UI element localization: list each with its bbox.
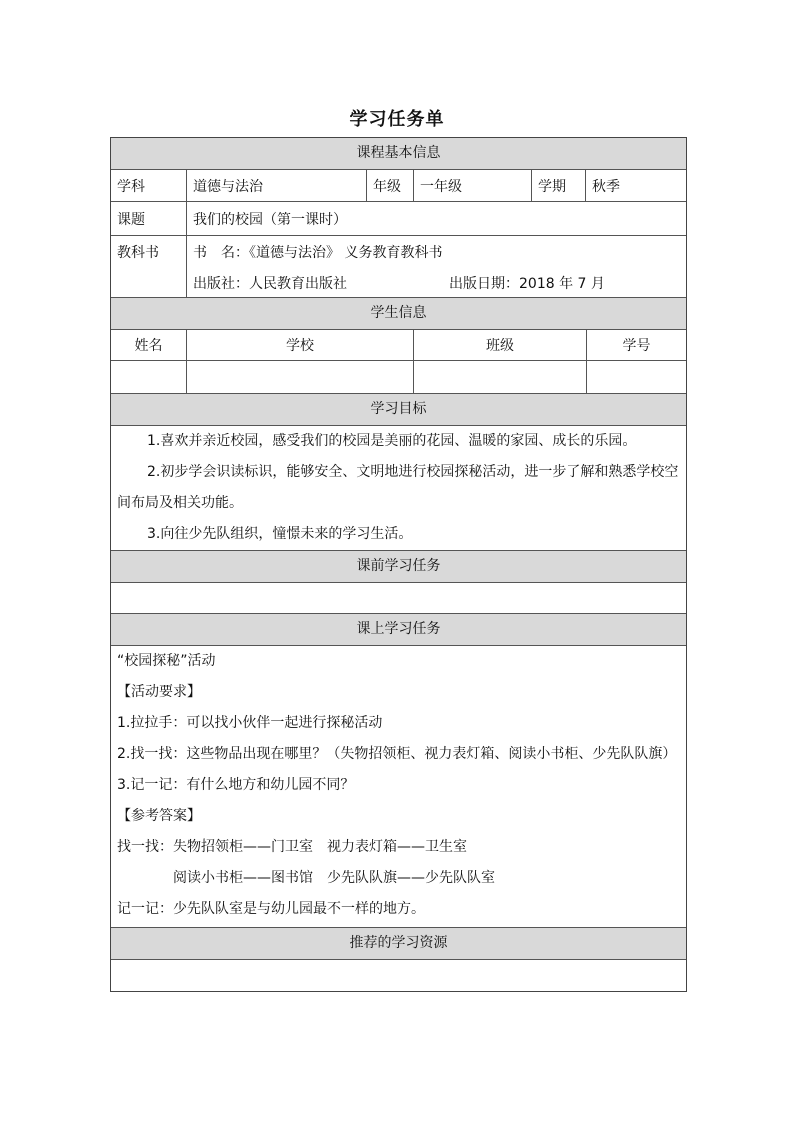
topic-row: [111, 202, 686, 236]
requirements-header: 【活动要求】: [117, 684, 201, 700]
student-name-header: 姓名: [111, 330, 187, 360]
topic-value: 我们的校园（第一课时）: [193, 211, 347, 228]
student-school-field[interactable]: [187, 361, 414, 393]
answers-header: 【参考答案】: [117, 808, 201, 824]
objective-3: 3.向往少先队组织，憧憬未来的学习生活。: [147, 526, 413, 542]
answer-3: 记一记：少先队队室是与幼儿园最不一样的地方。: [117, 901, 425, 917]
objectives-block: [111, 426, 686, 551]
page-title: 学习任务单: [349, 109, 445, 130]
objective-1: 1.喜欢并亲近校园，感受我们的校园是美丽的花园、温暖的家园、成长的乐园。: [147, 433, 637, 449]
grade-value: 一年级: [414, 170, 532, 201]
course-meta-row: [111, 170, 686, 202]
student-header-row: [111, 330, 686, 361]
student-school-header: 学校: [187, 330, 414, 360]
objective-2-continued: 间布局及相关功能。: [117, 495, 243, 511]
topic-label: 课题: [111, 202, 187, 235]
section-class-task: 课上学习任务: [111, 614, 686, 646]
pre-task-content: [111, 583, 686, 614]
resources-content: [111, 960, 686, 991]
class-task-content: [111, 646, 686, 928]
publisher: 出版社：人民教育出版社: [193, 276, 347, 292]
student-name-field[interactable]: [111, 361, 187, 393]
textbook-name: 书 名：《道德与法治》 义务教育教科书: [193, 245, 443, 261]
objective-2: 2.初步学会识读标识，能够安全、文明地进行校园探秘活动，进一步了解和熟悉学校空: [147, 464, 679, 480]
task-sheet-table: [110, 137, 687, 992]
activity-name: “校园探秘”活动: [117, 653, 216, 669]
subject-value: 道德与法治: [187, 170, 367, 201]
publication-date: 出版日期：2018 年 7 月: [449, 276, 605, 292]
term-label: 学期: [532, 170, 586, 201]
student-id-header: 学号: [622, 338, 651, 354]
requirement-2: 2.找一找：这些物品出现在哪里？（失物招领柜、视力表灯箱、阅读小书柜、少先队队旗）: [117, 746, 677, 762]
textbook-label: 教科书: [111, 236, 187, 297]
student-input-row: [111, 361, 686, 394]
section-course-info: 课程基本信息: [111, 138, 686, 170]
answer-1: 找一找：失物招领柜——门卫室 视力表灯箱——卫生室: [117, 839, 467, 855]
student-class-field[interactable]: [414, 361, 587, 393]
section-objectives: 学习目标: [111, 394, 686, 426]
textbook-row: [111, 236, 686, 298]
requirement-1: 1.拉拉手：可以找小伙伴一起进行探秘活动: [117, 715, 383, 731]
section-student-info: 学生信息: [111, 298, 686, 330]
answer-2: 阅读小书柜——图书馆 少先队队旗——少先队队室: [173, 870, 495, 886]
student-class-header: 班级: [414, 330, 587, 360]
student-id-field[interactable]: [587, 361, 686, 393]
section-resources: 推荐的学习资源: [111, 928, 686, 960]
grade-label: 年级: [367, 170, 414, 201]
section-pre-task: 课前学习任务: [111, 551, 686, 583]
textbook-details: [187, 236, 686, 297]
subject-label: 学科: [111, 170, 187, 201]
requirement-3: 3.记一记：有什么地方和幼儿园不同？: [117, 777, 355, 793]
term-value: 秋季: [592, 178, 620, 195]
